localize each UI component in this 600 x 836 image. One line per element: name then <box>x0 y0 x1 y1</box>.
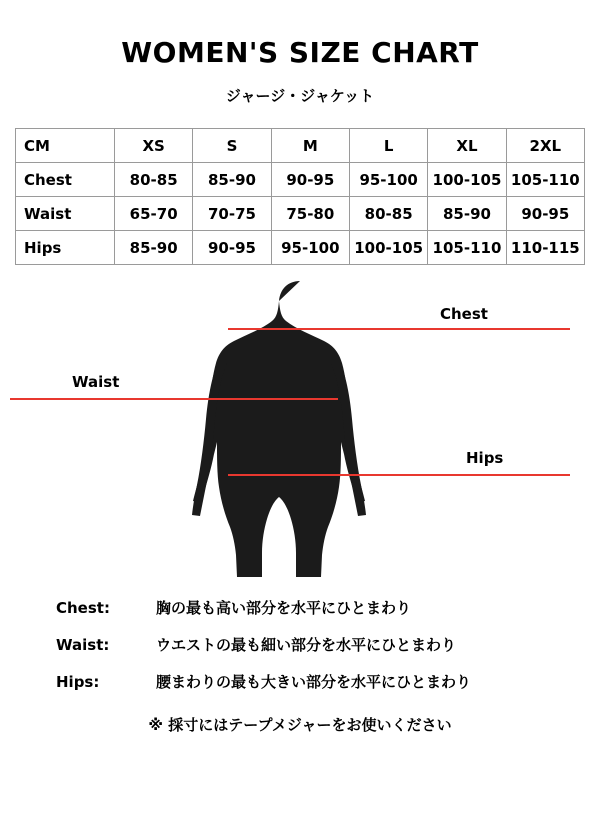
cell-waist-m: 75-80 <box>271 197 349 231</box>
note-value-hips: 腰まわりの最も大きい部分を水平にひとまわり <box>156 673 472 691</box>
cell-waist-2xl: 90-95 <box>506 197 584 231</box>
cell-chest-l: 95-100 <box>349 163 427 197</box>
footnote: ※ 採寸にはテープメジャーをお使いください <box>148 716 452 734</box>
note-row-waist <box>56 634 600 655</box>
row-label-hips: Hips <box>16 231 115 265</box>
cell-waist-l: 80-85 <box>349 197 427 231</box>
size-chart-page <box>0 36 600 836</box>
cell-waist-xl: 85-90 <box>428 197 506 231</box>
size-table <box>15 128 585 265</box>
cell-hips-xl: 105-110 <box>428 231 506 265</box>
cell-chest-xs: 80-85 <box>115 163 193 197</box>
note-row-hips <box>56 671 600 692</box>
table-row <box>16 163 585 197</box>
table-row <box>16 231 585 265</box>
note-key-hips: Hips: <box>56 673 100 691</box>
cell-chest-s: 85-90 <box>193 163 271 197</box>
cell-chest-m: 90-95 <box>271 163 349 197</box>
cell-hips-l: 100-105 <box>349 231 427 265</box>
table-row <box>16 197 585 231</box>
note-key-chest: Chest: <box>56 599 110 617</box>
page-title: WOMEN'S SIZE CHART <box>121 36 479 69</box>
note-row-chest <box>56 597 600 618</box>
cell-chest-xl: 100-105 <box>428 163 506 197</box>
chest-measure-label: Chest <box>440 305 488 323</box>
cell-hips-2xl: 110-115 <box>506 231 584 265</box>
column-header-unit: CM <box>16 129 115 163</box>
row-label-waist: Waist <box>16 197 115 231</box>
female-body-silhouette-icon <box>0 279 600 579</box>
note-key-waist: Waist: <box>56 636 110 654</box>
waist-measure-label: Waist <box>72 373 120 391</box>
note-value-waist: ウエストの最も細い部分を水平にひとまわり <box>156 636 457 654</box>
cell-hips-m: 95-100 <box>271 231 349 265</box>
page-subtitle: ジャージ・ジャケット <box>225 87 375 105</box>
column-header-l: L <box>349 129 427 163</box>
note-value-chest: 胸の最も高い部分を水平にひとまわり <box>156 599 412 617</box>
cell-hips-xs: 85-90 <box>115 231 193 265</box>
body-figure-area <box>0 279 600 579</box>
cell-waist-xs: 65-70 <box>115 197 193 231</box>
column-header-m: M <box>271 129 349 163</box>
measurement-notes <box>0 597 600 692</box>
table-header <box>16 129 585 163</box>
column-header-xs: XS <box>115 129 193 163</box>
cell-waist-s: 70-75 <box>193 197 271 231</box>
column-header-s: S <box>193 129 271 163</box>
table-body <box>16 163 585 265</box>
cell-chest-2xl: 105-110 <box>506 163 584 197</box>
column-header-xl: XL <box>428 129 506 163</box>
cell-hips-s: 90-95 <box>193 231 271 265</box>
column-header-2xl: 2XL <box>506 129 584 163</box>
hips-measure-label: Hips <box>466 449 504 467</box>
row-label-chest: Chest <box>16 163 115 197</box>
table-header-row <box>16 129 585 163</box>
